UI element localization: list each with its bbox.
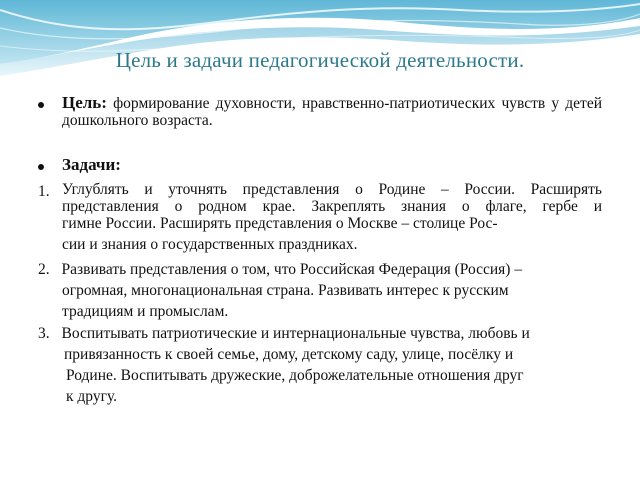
slide-title: Цель и задачи педагогической деятельности.: [115, 48, 525, 72]
task-item-1: [38, 181, 602, 255]
tasks-bullet: [38, 156, 602, 174]
tasks-heading: [62, 156, 602, 174]
task-item-2: [38, 259, 602, 322]
goal-bullet: [38, 94, 602, 129]
goal-text: [62, 94, 602, 129]
goal-label: Цель:: [62, 93, 107, 112]
task-number: 2.: [38, 261, 50, 278]
goal-description: формирование духовности, нравственно-патриотических чувств у детей дошкольного возраста.: [62, 95, 603, 129]
task-line: Воспитывать патриотические и интернациональные чувства, любовь и: [61, 325, 530, 342]
task-line: представления о родном крае. Закреплять знания о флаге, гербе и: [62, 198, 602, 215]
task-line: гимне России. Расширять представления о Москве – столице Рос-: [62, 215, 498, 232]
task-line: привязанность к своей семье, дому, детскому саду, улице, посёлку и: [64, 346, 514, 363]
bullet-icon: [38, 102, 44, 108]
task-line: к другу.: [66, 388, 118, 405]
tasks-label: Задачи:: [62, 155, 121, 174]
task-line: огромная, многонациональная страна. Развивать интерес к русским: [62, 282, 509, 299]
task-line: сии и знания о государственных праздниках.: [62, 236, 358, 253]
task-number: 1.: [38, 183, 50, 200]
bullet-icon: [38, 164, 44, 170]
task-number: 3.: [38, 325, 50, 342]
task-line: традициям и промыслам.: [62, 303, 229, 320]
task-item-3: [38, 323, 602, 407]
task-line: Родине. Воспитывать дружеские, доброжелательные отношения друг: [66, 367, 524, 384]
task-line: Углублять и уточнять представления о Родине – России. Расширять: [62, 181, 602, 198]
task-line: Развивать представления о том, что Российская Федерация (Россия) –: [61, 261, 523, 278]
